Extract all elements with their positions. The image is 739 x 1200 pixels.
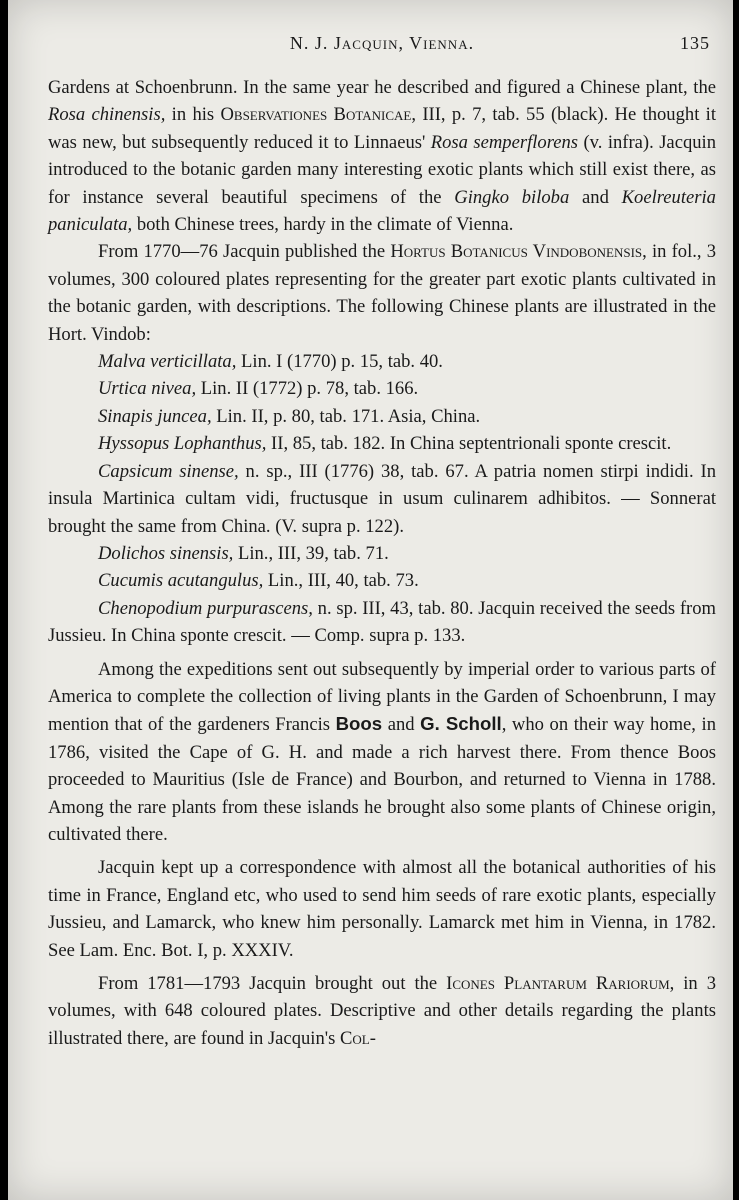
paragraph-correspondence: Jacquin kept up a correspondence with almost all the botanical authorities of his time in France, England etc, who used to send him seeds of rare exotic plants, especially Jussieu, and Lamarck, who knew him personally. Lamarck met him in Vienna, in 1782. See Lam. Enc. Bot. I, p. XXXIV. — [48, 857, 716, 961]
plant-entry: Malva verticillata, Lin. I (1770) p. 15, tab. 40. — [98, 351, 443, 373]
paragraph-hortus: From 1770—76 Jacquin published the Hortus Botanicus Vindobonensis, in fol., 3 volumes, 300 coloured plates representing for the greater part exotic plants cultivated in the botanic garden, with descriptions. The following Chinese plants are illustrated in the Hort. Vindob: — [48, 241, 716, 345]
plant-entry: Dolichos sinensis, Lin., III, 39, tab. 71. — [98, 542, 389, 564]
page-header — [48, 30, 716, 60]
book-page — [8, 0, 733, 1200]
page-text — [48, 30, 716, 1052]
running-head: N. J. Jacquin, Vienna. — [289, 33, 475, 53]
plant-entry: Capsicum sinense, n. sp., III (1776) 38, tab. 67. A patria nomen stirpi indidi. In insula Martinica cultam vidi, fructusque in usum culinarem adhibitos. — Sonnerat brought the same from China. (V. supra p. 122). — [48, 460, 716, 537]
paragraph-icones: From 1781—1793 Jacquin brought out the Icones Plantarum Rariorum, in 3 volumes, with 648 coloured plates. Descriptive and other details regarding the plants illustrated there, are found in Jacquin's Col- — [48, 973, 716, 1049]
page-number: 135 — [680, 33, 710, 53]
plant-entry: Sinapis juncea, Lin. II, p. 80, tab. 171. Asia, China. — [98, 405, 481, 427]
paragraph-schoenbrunn: Gardens at Schoenbrunn. In the same year he described and figured a Chinese plant, the Rosa chinensis, in his Observationes Botanicae, III, p. 7, tab. 55 (black). He thought it was new, but subsequently reduced it to Linnaeus' Rosa semperflorens (v. infra). Jacquin introduced to the botanic garden many interesting exotic plants which still exist there, as for instance several beautiful specimens of the Gingko biloba and Koelreuteria paniculata, both Chinese trees, hardy in the climate of Vienna. — [48, 77, 717, 236]
plant-entry: Chenopodium purpurascens, n. sp. III, 43, tab. 80. Jacquin received the seeds from Jussieu. In China sponte crescit. — Comp. supra p. 133. — [48, 597, 716, 647]
paragraph-expeditions: Among the expeditions sent out subsequently by imperial order to various parts of America to complete the collection of living plants in the Garden of Schoenbrunn, I may mention that of the gardeners Francis Boos and G. Scholl, who on their way home, in 1786, visited the Cape of G. H. and made a rich harvest there. From thence Boos proceeded to Mauritius (Isle de France) and Bourbon, and returned to Vienna in 1788. Among the rare plants from these islands he brought also some plants of Chinese origin, cultivated there. — [48, 658, 716, 845]
plant-entry: Hyssopus Lophanthus, II, 85, tab. 182. In China septentrionali sponte crescit. — [98, 433, 672, 455]
plant-entry: Urtica nivea, Lin. II (1772) p. 78, tab. 166. — [98, 378, 419, 400]
plant-entry: Cucumis acutangulus, Lin., III, 40, tab. 73. — [98, 570, 419, 592]
